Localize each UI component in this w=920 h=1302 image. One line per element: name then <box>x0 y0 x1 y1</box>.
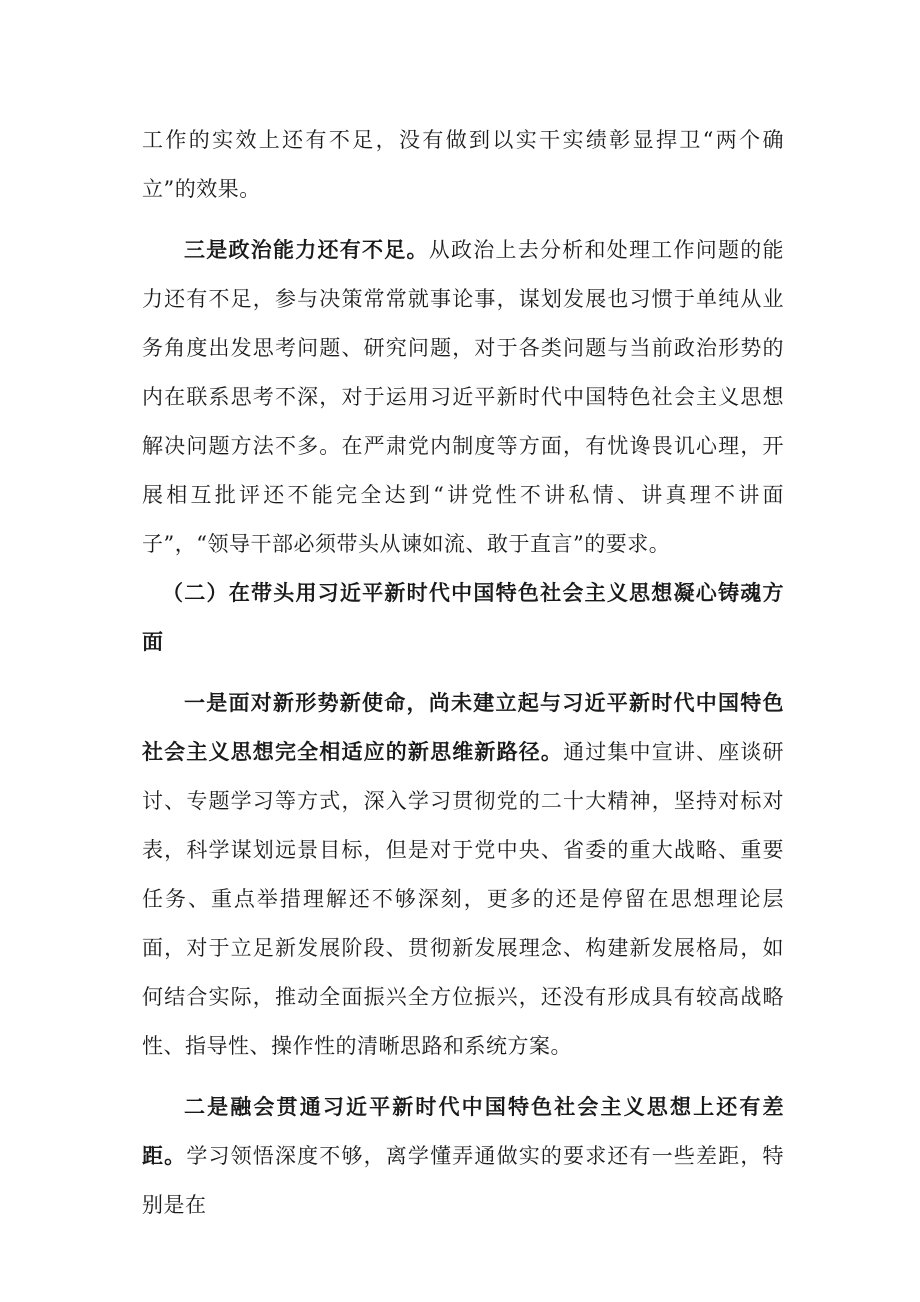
paragraph-text: 从政治上去分析和处理工作问题的能力还有不足，参与决策常常就事论事，谋划发展也习惯于单纯从业务角度出发思考问题、研究问题，对于各类问题与当前政治形势的内在联系思考不深，对于运用习近平新时代中国特色社会主义思想解决问题方法不多。在严肃党内制度等方面，有忧谗畏讥心理，开展相互批评还不能完全达到“讲党性不讲私情、讲真理不讲面子”，“领导干部必须带头从谏如流、敢于直言”的要求。 <box>142 238 784 556</box>
paragraph-political-ability <box>142 226 784 569</box>
paragraph-lead: 一是面对新形势新使命，尚未建立起与习近平新时代中国特色社会主义思想完全相适应的新思维新路径。 <box>142 691 784 764</box>
paragraph-integration <box>142 1083 784 1230</box>
paragraph-text: 通过集中宣讲、座谈研讨、专题学习等方式，深入学习贯彻党的二十大精神，坚持对标对表，科学谋划远景目标，但是对于党中央、省委的重大战略、重要任务、重点举措理解还不够深刻，更多的还是停留在思想理论层面，对于立足新发展阶段、贯彻新发展理念、构建新发展格局，如何结合实际，推动全面振兴全方位振兴，还没有形成具有较高战略性、指导性、操作性的清晰思路和系统方案。 <box>142 740 785 1058</box>
paragraph-new-thinking <box>142 679 784 1071</box>
paragraph-lead: 三是政治能力还有不足。 <box>184 238 429 262</box>
paragraph-text: 学习领悟深度不够，离学懂弄通做实的要求还有一些差距，特别是在 <box>142 1144 785 1217</box>
paragraph-continuation <box>142 116 784 214</box>
paragraph-lead: 二是融会贯通习近平新时代中国特色社会主义思想上还有差距。 <box>142 1095 784 1168</box>
document-body <box>142 116 784 1230</box>
section-heading: （二）在带头用习近平新时代中国特色社会主义思想凝心铸魂方面 <box>142 581 784 654</box>
paragraph-text: 工作的实效上还有不足，没有做到以实干实绩彰显捍卫“两个确立”的效果。 <box>142 128 784 201</box>
